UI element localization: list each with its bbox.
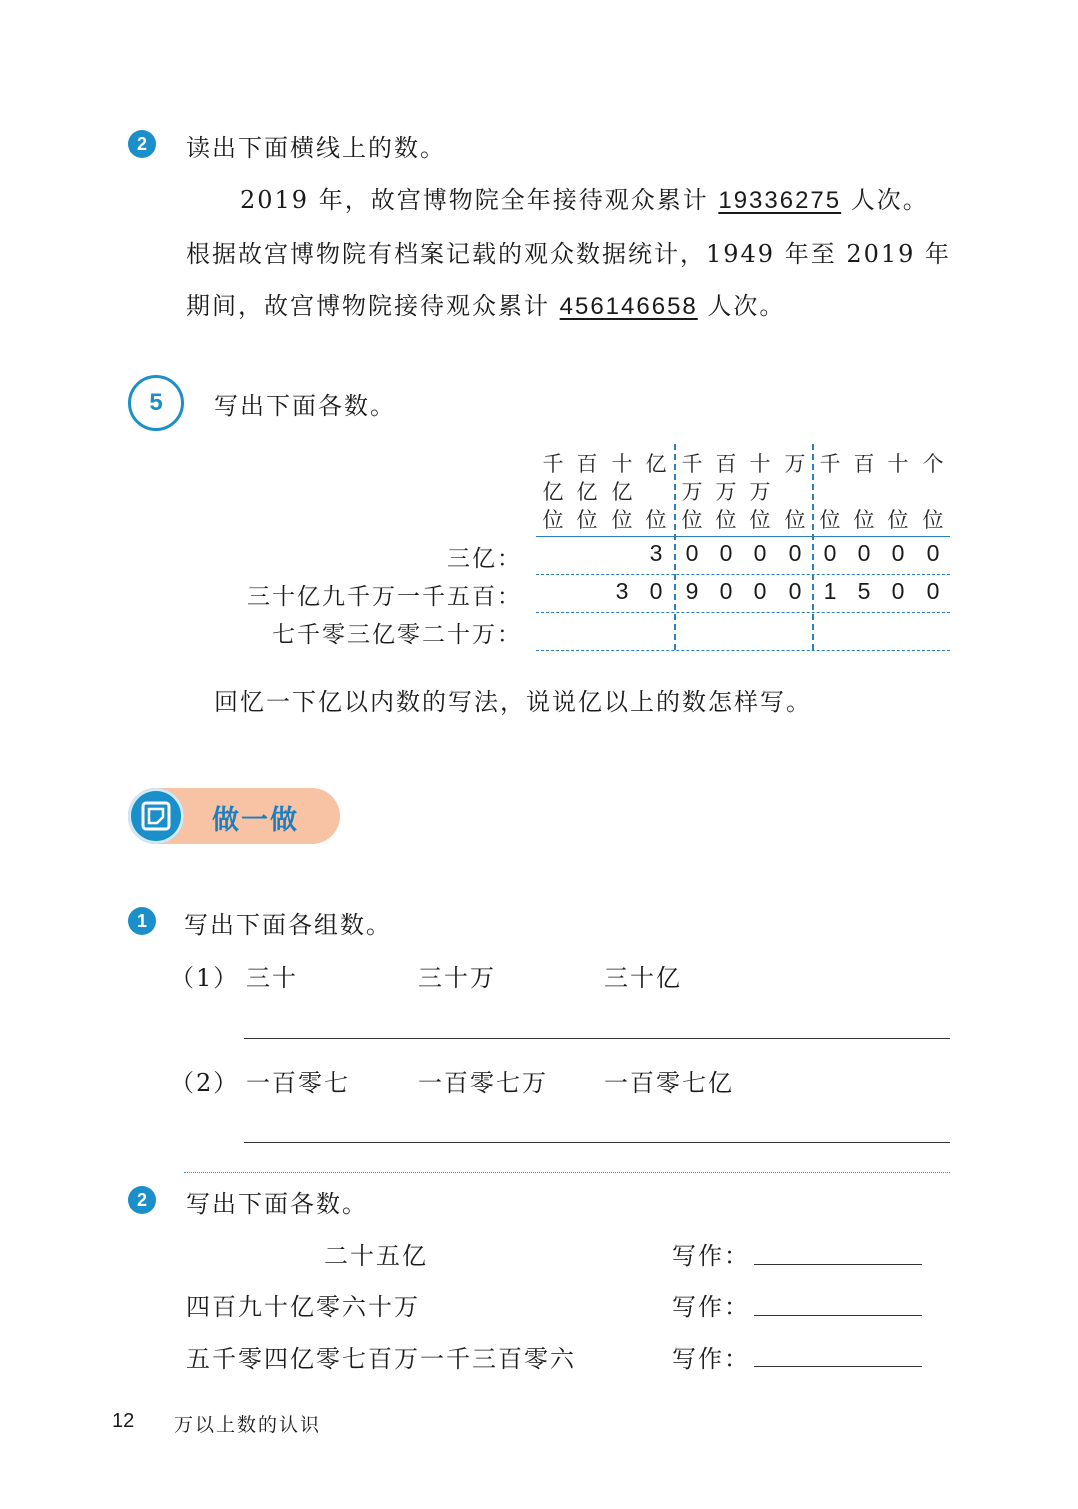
- digit-cell: 5: [857, 578, 871, 604]
- group-1-item: 三十: [246, 964, 298, 992]
- place-header-char: 位: [853, 508, 875, 532]
- place-header-char: 位: [819, 508, 841, 532]
- table-rule: [536, 650, 950, 651]
- place-header-char: 位: [887, 508, 909, 532]
- place-header-char: 位: [576, 508, 598, 532]
- question-title: 写出下面各组数。: [184, 911, 392, 939]
- place-header-char: 千: [819, 452, 841, 476]
- group-2-item: 一百零七万: [418, 1069, 548, 1097]
- row-label: 七千零三亿零二十万：: [272, 622, 522, 648]
- place-header-char: 千: [681, 452, 703, 476]
- text-segment: 人次。: [697, 292, 786, 320]
- number-words: 四百九十亿零六十万: [186, 1293, 420, 1321]
- write-label: 写作：: [672, 1293, 750, 1321]
- group-2-prefix: （2）: [170, 1069, 240, 1097]
- digit-cell: 0: [891, 540, 905, 566]
- place-header-char: 位: [749, 508, 771, 532]
- place-header-char: 位: [715, 508, 737, 532]
- place-header-char: 十: [611, 452, 633, 476]
- group-1-prefix: （1）: [170, 964, 240, 992]
- row-label: 三十亿九千万一千五百：: [247, 584, 522, 610]
- place-header-char: 万: [715, 480, 737, 504]
- digit-cell: 1: [823, 578, 837, 604]
- text-segment: 期间，故宫博物院接待观众累计: [186, 292, 560, 320]
- text-segment: 人次。: [841, 186, 929, 214]
- group-2-item: 一百零七: [246, 1069, 350, 1097]
- question-badge-1: 1: [128, 907, 156, 935]
- answer-blank[interactable]: [754, 1366, 922, 1367]
- digit-cell: 9: [685, 578, 699, 604]
- place-header-char: 百: [853, 452, 875, 476]
- place-header-char: 个: [922, 452, 944, 476]
- number-words: 二十五亿: [324, 1242, 428, 1270]
- answer-blank[interactable]: [244, 1038, 950, 1039]
- place-header-char: 百: [715, 452, 737, 476]
- group-1-item: 三十亿: [604, 964, 682, 992]
- group-1-item: 三十万: [418, 964, 496, 992]
- digit-cell: 0: [926, 540, 940, 566]
- place-header-char: 亿: [576, 480, 598, 504]
- chapter-title: 万以上数的认识: [174, 1414, 322, 1436]
- place-header-char: 十: [749, 452, 771, 476]
- place-header-char: 位: [922, 508, 944, 532]
- question-badge-2: 2: [128, 1186, 156, 1214]
- write-label: 写作：: [672, 1242, 750, 1270]
- digit-cell: 0: [857, 540, 871, 566]
- digit-cell: 0: [649, 578, 663, 604]
- digit-cell: 0: [753, 578, 767, 604]
- place-header-char: 亿: [645, 452, 667, 476]
- place-header-char: 万: [681, 480, 703, 504]
- place-header-char: 千: [542, 452, 564, 476]
- section-divider: [184, 1172, 950, 1173]
- digit-cell: 0: [719, 578, 733, 604]
- digit-cell: 0: [753, 540, 767, 566]
- table-rule: [536, 612, 950, 613]
- place-header-char: 亿: [542, 480, 564, 504]
- answer-blank[interactable]: [244, 1142, 950, 1143]
- table-rule: [536, 536, 950, 537]
- place-header-char: 位: [784, 508, 806, 532]
- digit-cell: 0: [788, 578, 802, 604]
- practice-label: 做一做: [212, 805, 299, 836]
- group-separator: [674, 444, 676, 650]
- paragraph-line-1: [240, 180, 929, 215]
- group-2-item: 一百零七亿: [604, 1069, 734, 1097]
- practice-icon: [128, 788, 184, 844]
- place-header-char: 位: [645, 508, 667, 532]
- question-title: 读出下面横线上的数。: [186, 134, 446, 162]
- place-header-char: 百: [576, 452, 598, 476]
- table-rule: [536, 574, 950, 575]
- question-title: 写出下面各数。: [186, 1190, 368, 1218]
- group-separator: [812, 444, 814, 650]
- row-label: 三亿：: [447, 546, 522, 572]
- question-title: 写出下面各数。: [214, 392, 396, 420]
- digit-cell: 0: [823, 540, 837, 566]
- place-header-char: 十: [887, 452, 909, 476]
- digit-cell: 0: [891, 578, 905, 604]
- paragraph-line-3: [186, 286, 785, 321]
- place-header-char: 万: [749, 480, 771, 504]
- place-header-char: 位: [611, 508, 633, 532]
- answer-blank[interactable]: [754, 1315, 922, 1316]
- underlined-number: 19336275: [718, 187, 842, 214]
- question-badge-2: 2: [128, 130, 156, 158]
- place-header-char: 万: [784, 452, 806, 476]
- digit-cell: 3: [649, 540, 663, 566]
- place-header-char: 位: [542, 508, 564, 532]
- digit-cell: 3: [615, 578, 629, 604]
- answer-blank[interactable]: [754, 1264, 922, 1265]
- paragraph-line-2: 根据故宫博物院有档案记载的观众数据统计，1949 年至 2019 年: [186, 240, 952, 268]
- place-header-char: 亿: [611, 480, 633, 504]
- write-label: 写作：: [672, 1345, 750, 1373]
- digit-cell: 0: [685, 540, 699, 566]
- text-segment: 2019 年，故宫博物院全年接待观众累计: [240, 186, 719, 214]
- number-words: 五千零四亿零七百万一千三百零六: [186, 1345, 576, 1373]
- digit-cell: 0: [788, 540, 802, 566]
- digit-cell: 0: [719, 540, 733, 566]
- page-number: 12: [112, 1410, 135, 1432]
- note-text: 回忆一下亿以内数的写法，说说亿以上的数怎样写。: [214, 688, 812, 716]
- digit-cell: 0: [926, 578, 940, 604]
- question-badge-5: 5: [128, 375, 184, 431]
- underlined-number: 456146658: [559, 293, 698, 320]
- place-header-char: 位: [681, 508, 703, 532]
